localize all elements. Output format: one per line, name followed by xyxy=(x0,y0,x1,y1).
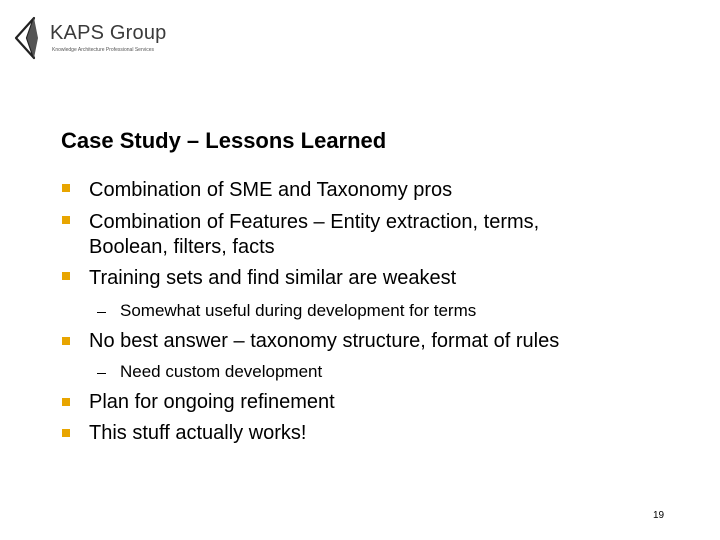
sub-bullet-dash-icon xyxy=(97,373,106,374)
bullet-square-icon xyxy=(62,337,70,345)
compass-arrow-icon xyxy=(14,16,50,60)
sub-bullet-text: Need custom development xyxy=(120,362,323,381)
bullet-text: No best answer – taxonomy structure, format of rules xyxy=(89,330,560,352)
bullet-text: Training sets and find similar are weakest xyxy=(89,267,457,289)
slide-title: Case Study – Lessons Learned xyxy=(61,128,387,153)
bullet-square-icon xyxy=(62,398,70,406)
bullet-text-continuation: Boolean, filters, facts xyxy=(89,236,275,258)
bullet-text: Combination of Features – Entity extraction, terms, xyxy=(89,211,540,233)
bullet-text: Plan for ongoing refinement xyxy=(89,391,335,413)
bullet-square-icon xyxy=(62,272,70,280)
bullet-square-icon xyxy=(62,184,70,192)
bullet-square-icon xyxy=(62,429,70,437)
logo-tagline: Knowledge Architecture Professional Services xyxy=(52,47,154,53)
bullet-text: Combination of SME and Taxonomy pros xyxy=(89,179,453,201)
page-number: 19 xyxy=(653,510,665,521)
bullet-square-icon xyxy=(62,216,70,224)
bullet-text: This stuff actually works! xyxy=(89,422,307,444)
logo-name: KAPS Group xyxy=(50,22,167,44)
sub-bullet-dash-icon xyxy=(97,312,106,313)
kaps-logo xyxy=(14,16,167,60)
sub-bullet-text: Somewhat useful during development for terms xyxy=(120,301,477,320)
